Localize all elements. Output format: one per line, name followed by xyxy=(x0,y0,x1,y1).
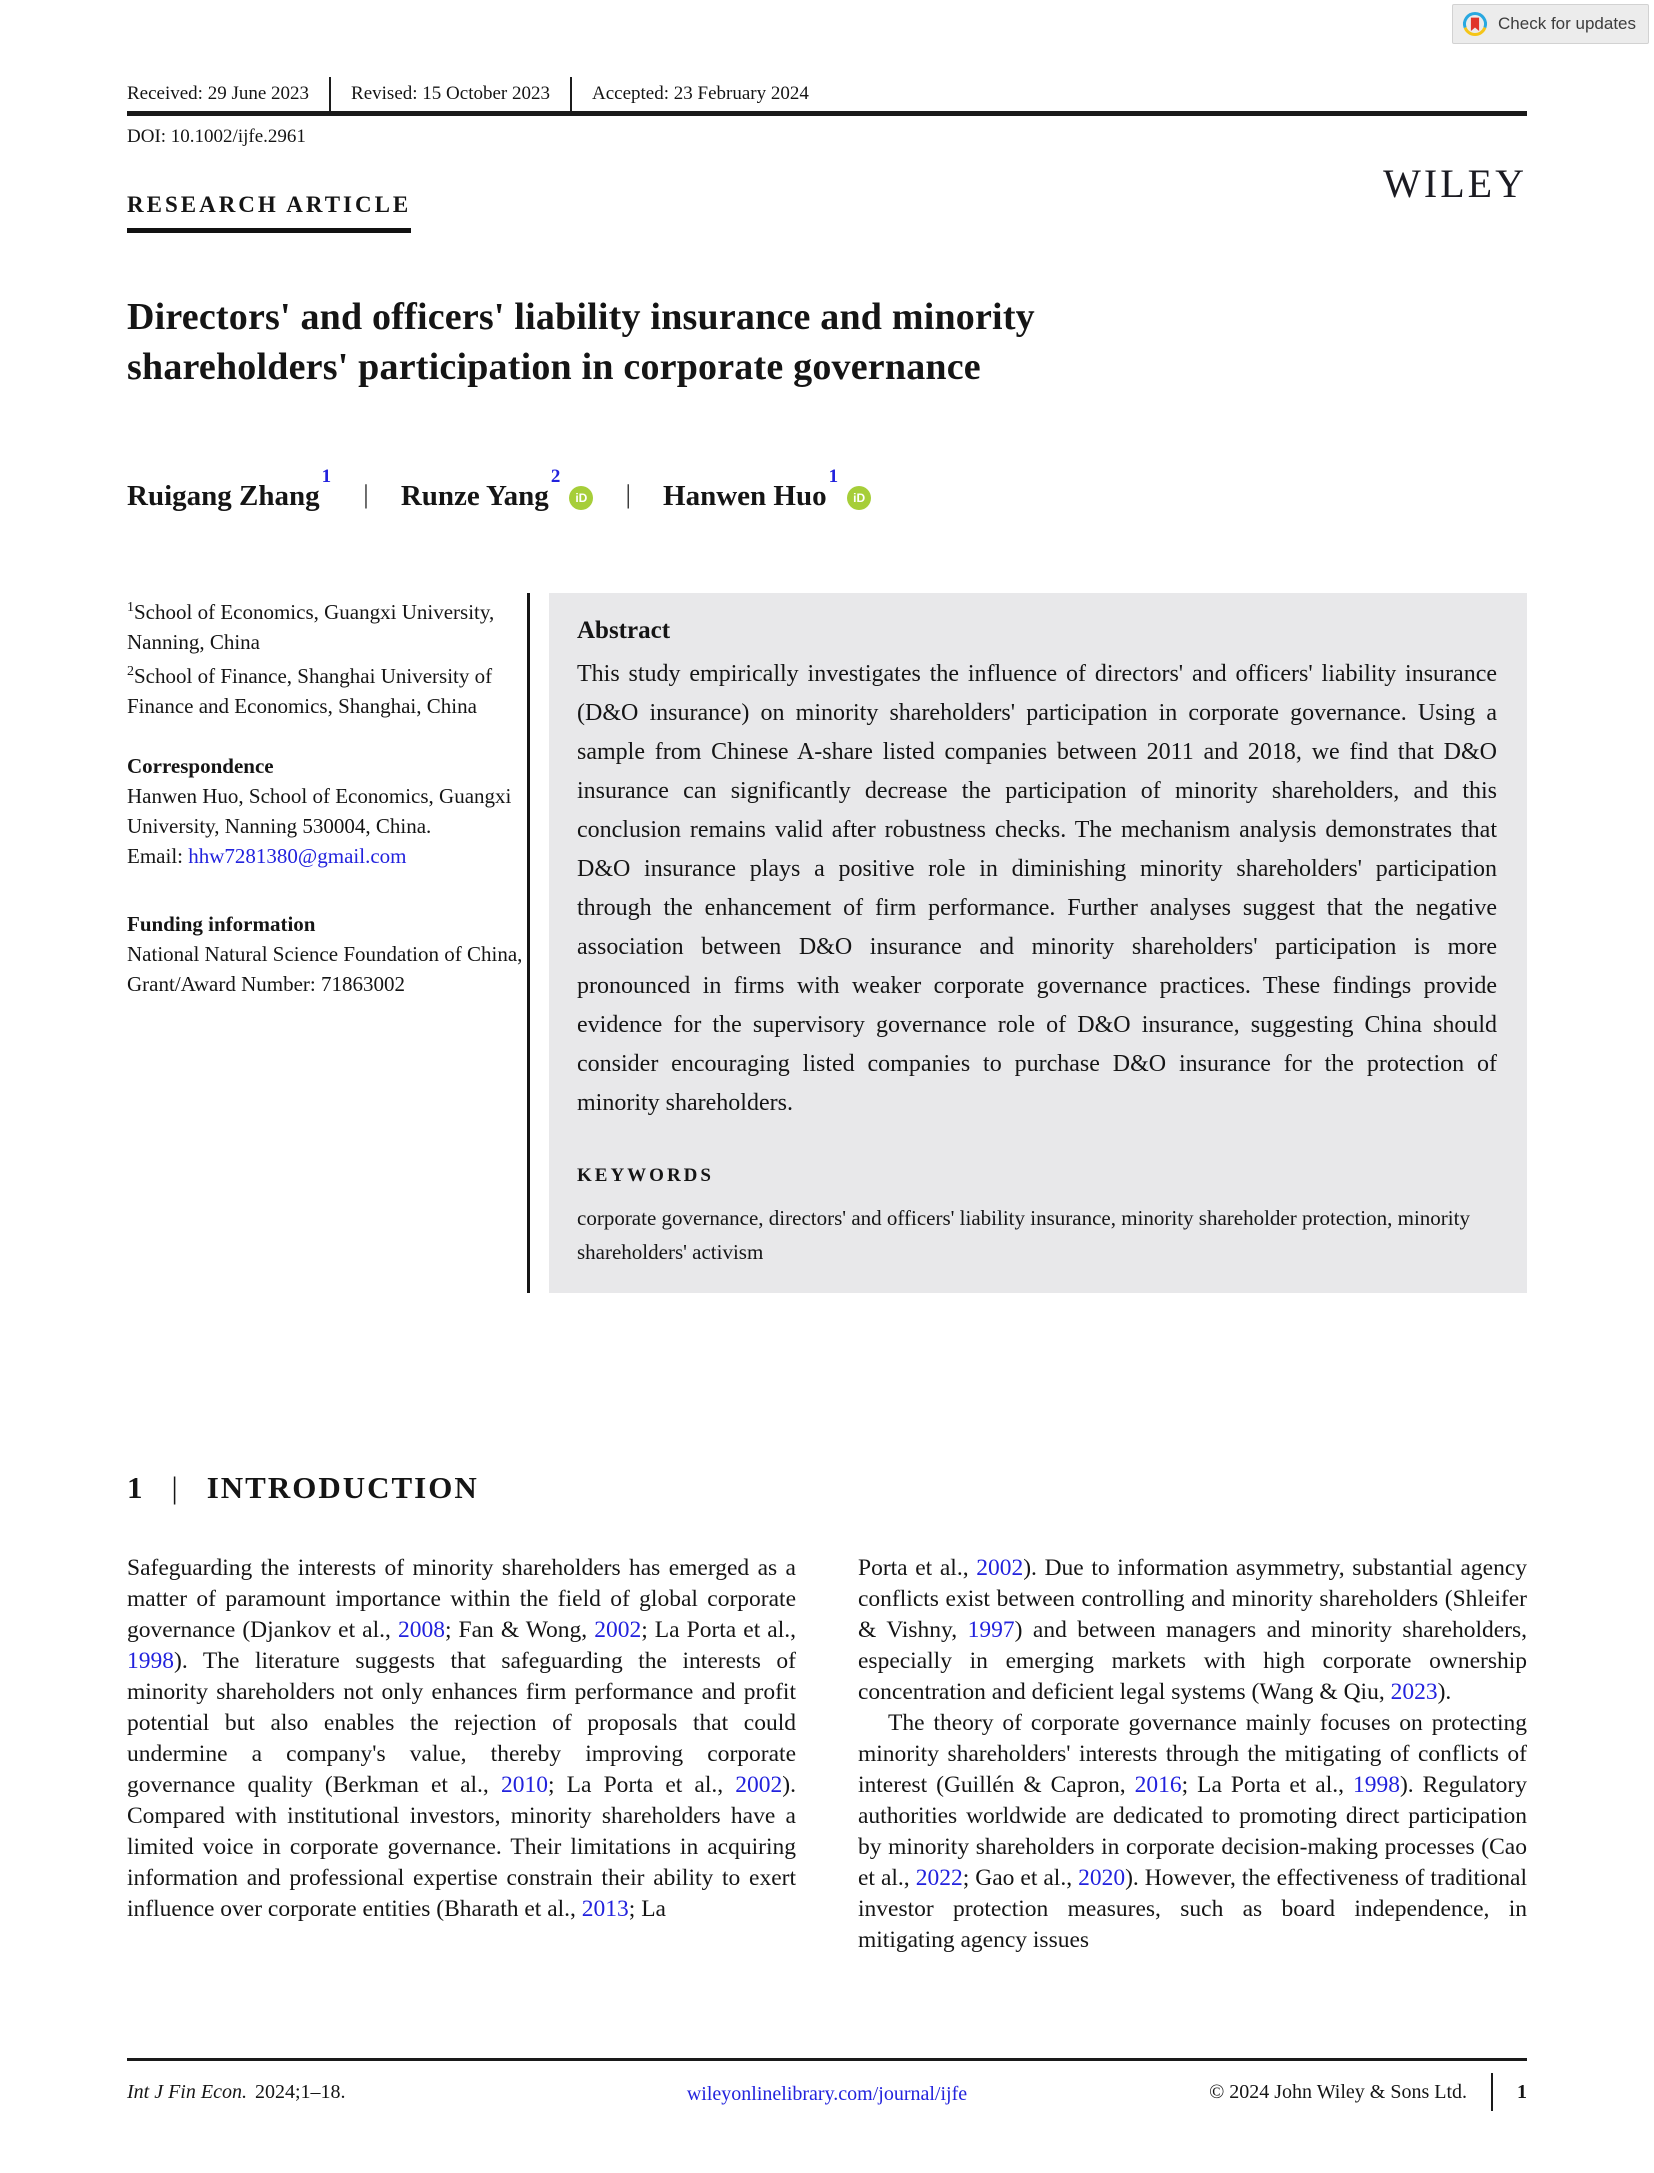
author-name: Runze Yang xyxy=(400,479,549,512)
body-text: ). Due to information asymmetry, substantial agency conflicts exist between controlling and minority shareholders (Shleifer & Vishny, xyxy=(858,1555,1527,1643)
journal-issue: 2024;1–18. xyxy=(254,2081,346,2103)
body-text: ; La Porta et al., xyxy=(641,1617,796,1643)
crossmark-icon xyxy=(1461,10,1489,38)
abstract-heading: Abstract xyxy=(577,617,671,644)
title-line-1: Directors' and officers' liability insurance and minority xyxy=(127,296,1035,338)
body-text: ). xyxy=(1437,1679,1452,1705)
received-date: Received: 29 June 2023 xyxy=(127,83,310,104)
author xyxy=(663,466,871,512)
body-text: ; La Porta et al., xyxy=(547,1772,736,1798)
orcid-icon[interactable]: iD xyxy=(569,486,593,510)
affiliation-1 xyxy=(127,593,527,657)
journal-url-link[interactable]: wileyonlinelibrary.com/journal/ijfe xyxy=(686,2083,968,2105)
abstract-text: This study empirically investigates the influence of directors' and officers' liability insurance (D&O insurance) on minority shareholders' participation in corporate governance. Using a sample from Chinese A-share listed companies between 2011 and 2018, we find that D&O insurance can significantly decrease the participation of minority shareholders, and this conclusion remains valid after robustness checks. The mechanism analysis demonstrates that D&O insurance plays a positive role in diminishing minority shareholders' participation through the enhancement of firm performance. Further analyses suggest that the negative association between D&O insurance and minority shareholders' participation is more pronounced in firms with weaker corporate governance practices. These findings provide evidence for the supervisory governance role of D&O insurance, suggesting China should consider encouraging listed companies to purchase D&O insurance for the protection of minority shareholders. xyxy=(577,661,1497,1116)
funding-text: National Natural Science Foundation of China, Grant/Award Number: 71863002 xyxy=(127,942,523,996)
intro-column-left xyxy=(127,1553,796,1956)
author-superscript: 1 xyxy=(321,466,332,487)
correspondence-text: Hanwen Huo, School of Economics, Guangxi University, Nanning 530004, China. xyxy=(127,784,512,838)
body-text: ). However, the effectiveness of traditional investor protection measures, such as board independence, in mitigating agency issues xyxy=(858,1865,1528,1953)
affiliation-superscript: 2 xyxy=(127,664,134,679)
body-text: ; La xyxy=(628,1896,666,1922)
doi-text: DOI: 10.1002/ijfe.2961 xyxy=(127,126,306,147)
body-text: ). The literature suggests that safeguarding the interests of minority shareholders not only enhances firm performance and profit potential but also enables the rejection of proposals that could undermine a company's value, thereby improving corporate governance quality (Berkman et al., xyxy=(127,1648,796,1798)
citation-link[interactable]: 1998 xyxy=(1352,1772,1400,1798)
email-line xyxy=(127,841,527,871)
header-rule xyxy=(127,111,1527,116)
body-text: ) and between managers and minority shareholders, especially in emerging markets with high corporate ownership concentration and deficient legal systems (Wang & Qiu, xyxy=(858,1617,1528,1705)
citation-link[interactable]: 2002 xyxy=(594,1617,642,1643)
citation-link[interactable]: 2023 xyxy=(1390,1679,1438,1705)
footer-right xyxy=(1209,2081,1527,2104)
author xyxy=(400,466,593,512)
intro-paragraph-2 xyxy=(858,1553,1527,1708)
citation-link[interactable]: 1997 xyxy=(967,1617,1015,1643)
revised-date: Revised: 15 October 2023 xyxy=(351,83,550,104)
citation-link[interactable]: 2008 xyxy=(397,1617,445,1643)
intro-paragraph-1 xyxy=(127,1553,796,1925)
affiliation-text: School of Finance, Shanghai University of Finance and Economics, Shanghai, China xyxy=(127,664,493,718)
affiliation-superscript: 1 xyxy=(127,600,134,615)
citation-link[interactable]: 2020 xyxy=(1078,1865,1126,1891)
dates-row xyxy=(127,77,1527,111)
author-name: Hanwen Huo xyxy=(663,479,827,512)
body-columns xyxy=(127,1553,1527,1956)
body-text: Safeguarding the interests of minority shareholders has emerged as a matter of paramount importance within the field of global corporate governance (Djankov et al., xyxy=(127,1555,796,1643)
body-text: ). Compared with institutional investors, minority shareholders have a limited voice in corporate governance. Their limitations in acquiring information and professional expertise constrain their ability to exert influence over corporate entities (Bharath et al., xyxy=(127,1772,796,1922)
author-superscript: 2 xyxy=(550,466,561,487)
author-divider: | xyxy=(625,479,631,509)
intro-paragraph-3 xyxy=(858,1708,1527,1956)
body-text: ; Fan & Wong, xyxy=(444,1617,595,1643)
body-text: ). Regulatory authorities worldwide are dedicated to promoting direct participation by minority shareholders in corporate decision-making processes (Cao et al., xyxy=(858,1772,1528,1891)
journal-citation xyxy=(127,2081,346,2104)
citation-link[interactable]: 1998 xyxy=(127,1648,174,1674)
section-heading xyxy=(127,1470,1527,1506)
citation-link[interactable]: 2002 xyxy=(976,1555,1024,1581)
title-line-2: shareholders' participation in corporate governance xyxy=(127,346,981,388)
meta-divider xyxy=(570,77,572,111)
check-for-updates-label: Check for updates xyxy=(1498,14,1636,33)
author xyxy=(127,466,332,512)
section-divider: | xyxy=(171,1470,180,1505)
check-for-updates-button[interactable] xyxy=(1452,4,1649,44)
funding-heading: Funding information xyxy=(127,912,316,936)
keywords-heading: KEYWORDS xyxy=(577,1165,714,1186)
author-name: Ruigang Zhang xyxy=(127,479,320,512)
citation-link[interactable]: 2002 xyxy=(735,1772,783,1798)
intro-column-right xyxy=(858,1553,1527,1956)
body-text: ; La Porta et al., xyxy=(1181,1772,1353,1798)
column-divider xyxy=(527,593,530,1293)
affiliation-text: School of Economics, Guangxi University, Nanning, China xyxy=(127,600,495,654)
citation-link[interactable]: 2010 xyxy=(500,1772,548,1798)
article-info-column xyxy=(127,593,527,1293)
section-title: INTRODUCTION xyxy=(206,1470,479,1505)
meta-divider xyxy=(329,77,331,111)
body-text: ; Gao et al., xyxy=(962,1865,1079,1891)
author-list xyxy=(127,466,871,513)
keywords-text: corporate governance, directors' and officers' liability insurance, minority shareholder protection, minority shareholders' activism xyxy=(577,1206,1470,1264)
page-number: 1 xyxy=(1517,2081,1527,2103)
accepted-date: Accepted: 23 February 2024 xyxy=(591,83,809,104)
email-label: Email: xyxy=(127,844,189,868)
citation-link[interactable]: 2016 xyxy=(1134,1772,1182,1798)
footer-divider xyxy=(1491,2073,1493,2111)
orcid-icon[interactable]: iD xyxy=(847,486,871,510)
introduction-section xyxy=(127,1470,1527,1956)
correspondence-heading: Correspondence xyxy=(127,754,274,778)
author-divider: | xyxy=(363,479,369,509)
research-article-label: RESEARCH ARTICLE xyxy=(127,192,411,233)
wiley-logo: WILEY xyxy=(1383,161,1527,206)
email-link[interactable]: hhw7281380@gmail.com xyxy=(188,844,407,868)
article-info-section xyxy=(127,593,1527,1293)
affiliation-2 xyxy=(127,657,527,721)
page-footer xyxy=(127,2058,1527,2104)
citation-link[interactable]: 2013 xyxy=(581,1896,629,1922)
journal-name: Int J Fin Econ. xyxy=(127,2081,247,2103)
body-text: Porta et al., xyxy=(858,1555,977,1581)
article-title xyxy=(127,292,1035,392)
citation-link[interactable]: 2022 xyxy=(915,1865,963,1891)
copyright-text: © 2024 John Wiley & Sons Ltd. xyxy=(1209,2081,1467,2103)
abstract-box xyxy=(549,593,1527,1293)
author-superscript: 1 xyxy=(828,466,839,487)
section-number: 1 xyxy=(127,1470,145,1505)
body-text: The theory of corporate governance mainly focuses on protecting minority shareholders' interests through the mitigating of conflicts of interest (Guillén & Capron, xyxy=(858,1710,1527,1798)
